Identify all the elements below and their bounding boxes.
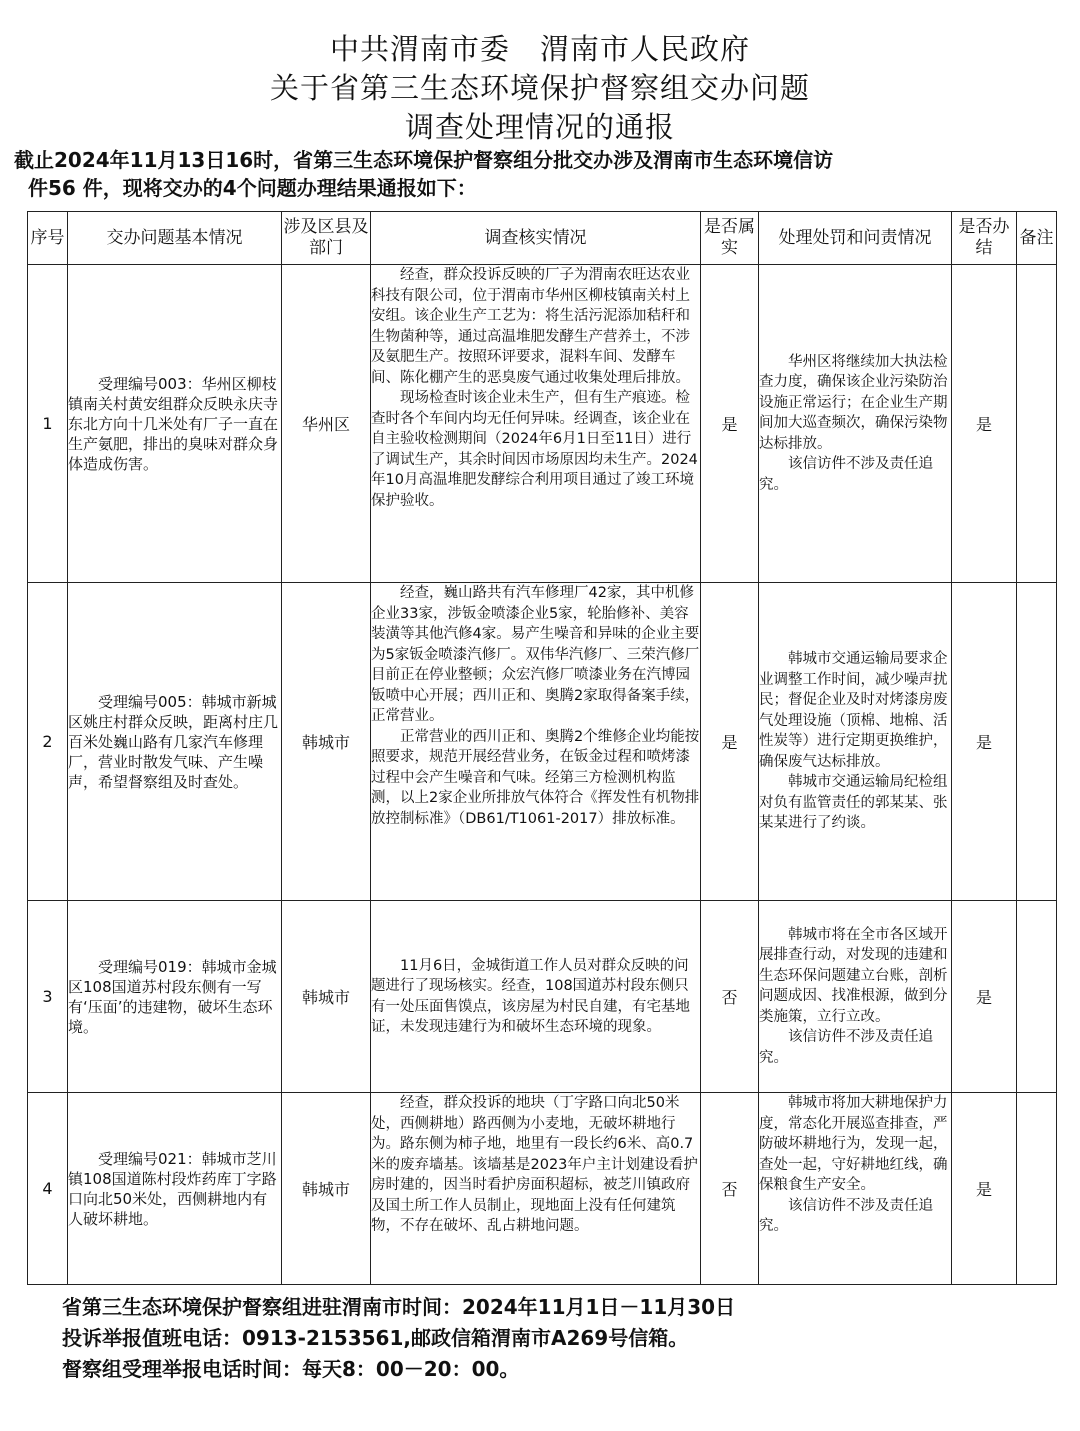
action-paragraph: 该信访件不涉及责任追究。 (759, 1197, 933, 1234)
header-issue: 交办问题基本情况 (68, 212, 282, 265)
row-note (1017, 583, 1057, 901)
document-title (0, 30, 1080, 147)
action-paragraph: 华州区将继续加大执法检查力度，确保该企业污染防治设施正常运行；在企业生产期间加大巡查频次，确保污染物达标排放。 (759, 353, 948, 452)
row-verified: 否 (701, 901, 759, 1093)
action-paragraph: 该信访件不涉及责任追究。 (759, 1029, 933, 1066)
table-row (28, 1093, 1057, 1285)
row-district: 韩城市 (282, 1093, 371, 1285)
row-district: 韩城市 (282, 583, 371, 901)
footer-hotline: 投诉举报值班电话：0913-2153561,邮政信箱渭南市A269号信箱。 (62, 1326, 689, 1350)
row-no: 4 (28, 1093, 68, 1285)
row-issue: 受理编号005：韩城市新城区姚庄村群众反映，距离村庄几百米处巍山路有几家汽车修理厂，营业时散发气味、产生噪声，希望督察组及时查处。 (68, 583, 282, 901)
row-done: 是 (952, 265, 1017, 583)
action-paragraph: 韩城市将加大耕地保护力度，常态化开展巡查排查，严防破坏耕地行为，发现一起，查处一起，守好耕地红线，确保粮食生产安全。 (759, 1095, 948, 1193)
row-note (1017, 901, 1057, 1093)
row-verified: 否 (701, 1093, 759, 1285)
row-verified: 是 (701, 265, 759, 583)
header-action: 处理处罚和问责情况 (759, 212, 952, 265)
row-issue: 受理编号019：韩城市金城区108国道苏村段东侧有一写有‘压面’的违建物，破坏生态环境。 (68, 901, 282, 1093)
action-paragraph: 韩城市交通运输局要求企业调整工作时间，减少噪声扰民；督促企业及时对烤漆房废气处理设施（顶棉、地棉、活性炭等）进行定期更换维护，确保废气达标排放。 (759, 651, 948, 770)
investigation-paragraph: 经查，群众投诉反映的厂子为渭南农旺达农业科技有限公司，位于渭南市华州区柳枝镇南关村上安组。该企业生产工艺为：将生活污泥添加秸秆和生物菌种等，通过高温堆肥发酵生产营养土，不涉及氨肥生产。按照环评要求，混料车间、发酵车间、陈化棚产生的恶臭废气通过收集处理后排放。 (371, 267, 690, 386)
action-paragraph: 该信访件不涉及责任追究。 (759, 456, 933, 493)
table-row (28, 265, 1057, 583)
row-note (1017, 265, 1057, 583)
row-note (1017, 1093, 1057, 1285)
table-row (28, 583, 1057, 901)
row-investigation (371, 901, 701, 1093)
action-paragraph: 韩城市交通运输局纪检组对负有监管责任的郭某某、张某某进行了约谈。 (759, 774, 948, 832)
row-action (759, 583, 952, 901)
intro-paragraph (14, 146, 1070, 202)
title-line-3: 调查处理情况的通报 (404, 110, 675, 144)
row-investigation (371, 1093, 701, 1285)
investigation-paragraph: 正常营业的西川正和、奥腾2个维修企业均能按照要求，规范开展经营业务，在钣金过程和喷烤漆过程中会产生噪音和气味。经第三方检测机构监测，以上2家企业所排放气体符合《挥发性有机物排放控制标准》（DB61/T1061-2017）排放标准。 (371, 728, 700, 827)
table-row (28, 901, 1057, 1093)
table-header-row (28, 212, 1057, 265)
row-investigation (371, 265, 701, 583)
row-done: 是 (952, 583, 1017, 901)
header-done: 是否办结 (952, 212, 1017, 265)
row-no: 3 (28, 901, 68, 1093)
row-done: 是 (952, 901, 1017, 1093)
footer-hours: 督察组受理举报电话时间：每天8：00－20：00。 (62, 1357, 520, 1381)
header-verified: 是否属实 (701, 212, 759, 265)
row-action (759, 901, 952, 1093)
intro-line-2: 件56 件，现将交办的4个问题办理结果通报如下： (28, 176, 477, 200)
report-table (27, 211, 1057, 1285)
intro-line-1: 截止2024年11月13日16时，省第三生态环境保护督察组分批交办涉及渭南市生态环境信访 (14, 148, 834, 172)
row-no: 2 (28, 583, 68, 901)
row-action (759, 265, 952, 583)
header-note: 备注 (1017, 212, 1057, 265)
row-district: 韩城市 (282, 901, 371, 1093)
row-no: 1 (28, 265, 68, 583)
footer-period: 省第三生态环境保护督察组进驻渭南市时间：2024年11月1日－11月30日 (62, 1295, 736, 1319)
row-investigation (371, 583, 701, 901)
header-investigation: 调查核实情况 (371, 212, 701, 265)
header-no: 序号 (28, 212, 68, 265)
row-district: 华州区 (282, 265, 371, 583)
title-line-2: 关于省第三生态环境保护督察组交办问题 (269, 71, 810, 105)
title-line-1: 中共渭南市委 渭南市人民政府 (329, 32, 750, 66)
row-verified: 是 (701, 583, 759, 901)
footer-info (62, 1292, 1062, 1385)
row-done: 是 (952, 1093, 1017, 1285)
row-issue: 受理编号003：华州区柳枝镇南关村黄安组群众反映永庆寺东北方向十几米处有厂子一直在生产氨肥，排出的臭味对群众身体造成伤害。 (68, 265, 282, 583)
row-action (759, 1093, 952, 1285)
row-issue: 受理编号021：韩城市芝川镇108国道陈村段炸药库丁字路口向北50米处，西侧耕地内有人破坏耕地。 (68, 1093, 282, 1285)
investigation-paragraph: 现场检查时该企业未生产，但有生产痕迹。检查时各个车间内均无任何异味。经调查，该企业在自主验收检测期间（2024年6月1日至11日）进行了调试生产，其余时间因市场原因均未生产。2024年10月高温堆肥发酵综合利用项目通过了竣工环境保护验收。 (371, 390, 698, 509)
action-paragraph: 韩城市将在全市各区域开展排查行动，对发现的违建和生态环保问题建立台账，剖析问题成因、找准根源，做到分类施策，立行立改。 (759, 926, 948, 1025)
header-district: 涉及区县及部门 (282, 212, 371, 265)
investigation-paragraph: 经查，群众投诉的地块（丁字路口向北50米处，西侧耕地）路西侧为小麦地，无破坏耕地行为。路东侧为柿子地，地里有一段长约6米、高0.7米的废弃墙基。该墙基是2023年户主计划建设看护房时建的，因当时看护房面积超标，被芝川镇政府及国土所工作人员制止，现地面上没有任何建筑物，不存在破坏、乱占耕地问题。 (371, 1095, 698, 1234)
investigation-paragraph: 经查，巍山路共有汽车修理厂42家，其中机修企业33家，涉钣金喷漆企业5家，轮胎修补、美容装潢等其他汽修4家。易产生噪音和异味的企业主要为5家钣金喷漆汽修厂。双伟华汽修厂、三荣汽修厂目前正在停业整顿；众宏汽修厂喷漆业务在汽博园钣喷中心开展；西川正和、奥腾2家取得备案手续，正常营业。 (371, 585, 700, 724)
investigation-paragraph: 11月6日，金城街道工作人员对群众反映的问题进行了现场核实。经查，108国道苏村段东侧只有一处压面售馍点，该房屋为村民自建，有宅基地证，未发现违建行为和破坏生态环境的现象。 (371, 957, 690, 1035)
